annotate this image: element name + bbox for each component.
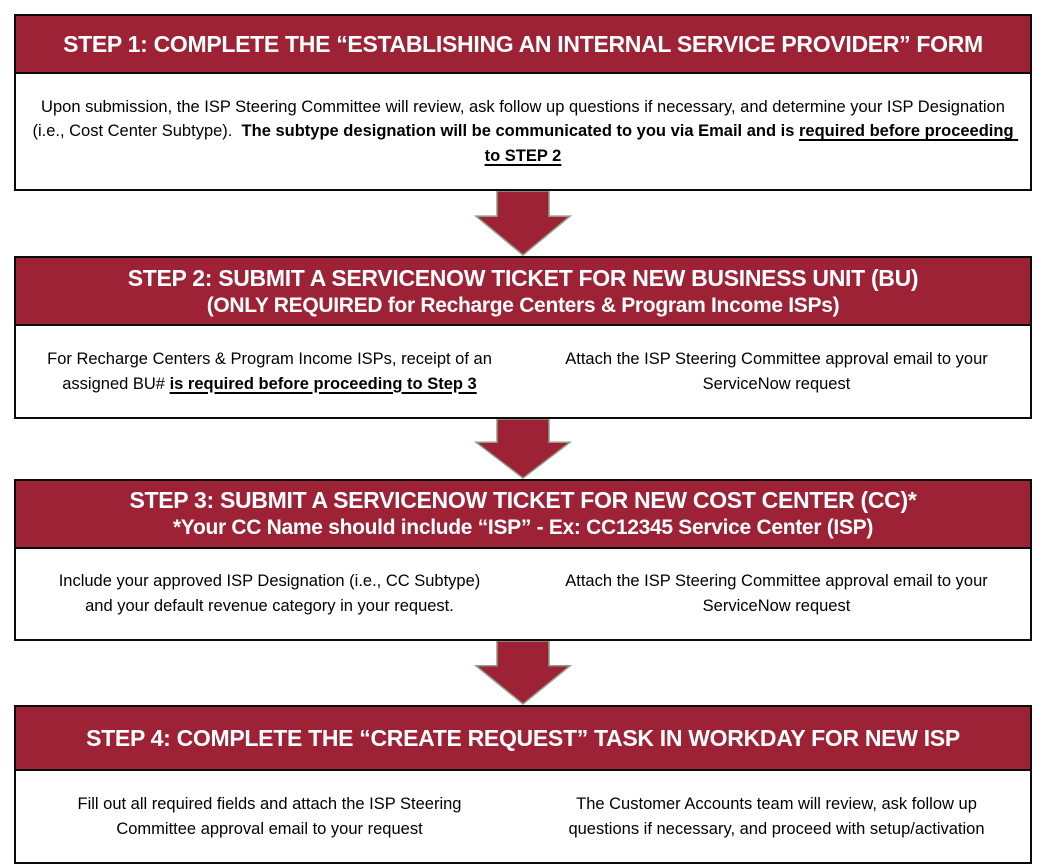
step-3-left-text: Include your approved ISP Designation (i.e., CC Subtype) and your default revenue category in your request. bbox=[58, 572, 485, 615]
step-3-subtitle: *Your CC Name should include “ISP” - Ex: CC12345 Service Center (ISP) bbox=[172, 516, 874, 539]
step-4-header bbox=[16, 707, 1030, 771]
step-1-body-text bbox=[16, 91, 1030, 173]
step-1-title: STEP 1: COMPLETE THE “ESTABLISHING AN INTERNAL SERVICE PROVIDER” FORM bbox=[63, 30, 983, 57]
flow-arrow-3 bbox=[14, 641, 1032, 705]
step-2-right-column bbox=[523, 343, 1030, 401]
step-4-title: STEP 4: COMPLETE THE “CREATE REQUEST” TASK IN WORKDAY FOR NEW ISP bbox=[86, 724, 960, 751]
step-3-right-column bbox=[523, 565, 1030, 623]
step-3-body bbox=[16, 549, 1030, 640]
step-4-right-text: The Customer Accounts team will review, ask follow up questions if necessary, and proceed with setup/activation bbox=[568, 794, 985, 838]
flow-arrow-1 bbox=[14, 191, 1032, 256]
step-2-left-text-regular: For Recharge Centers & Program Income ISPs, receipt of an assigned BU# bbox=[47, 349, 497, 393]
step-2-left-text-underlined: is required before proceeding to Step 3 bbox=[169, 374, 477, 393]
step-2-right-text: Attach the ISP Steering Committee approval email to your ServiceNow request bbox=[565, 349, 993, 393]
step-2-box bbox=[14, 256, 1032, 419]
step-4-right-column bbox=[523, 788, 1030, 846]
step-2-left-column bbox=[16, 343, 523, 401]
step-3-box bbox=[14, 479, 1032, 642]
step-1-box bbox=[14, 14, 1032, 191]
step-4-box bbox=[14, 705, 1032, 864]
step-1-text-regular: Upon submission, the ISP Steering Committee will review, ask follow up questions if necessary, and determine your ISP Designation (i.e., Cost Center Subtype). bbox=[32, 97, 1010, 141]
step-1-header bbox=[16, 16, 1030, 74]
down-arrow-icon bbox=[474, 641, 572, 705]
step-3-header bbox=[16, 481, 1030, 549]
step-4-left-text: Fill out all required fields and attach the ISP Steering Committee approval email to your request bbox=[77, 794, 467, 838]
down-arrow-icon bbox=[474, 419, 572, 479]
step-2-header bbox=[16, 258, 1030, 326]
step-2-title: STEP 2: SUBMIT A SERVICENOW TICKET FOR NEW BUSINESS UNIT (BU) bbox=[127, 264, 919, 291]
step-1-body bbox=[16, 74, 1030, 189]
step-3-left-column bbox=[16, 565, 523, 623]
step-4-body bbox=[16, 771, 1030, 862]
step-2-body bbox=[16, 326, 1030, 417]
step-3-title: STEP 3: SUBMIT A SERVICENOW TICKET FOR NEW COST CENTER (CC)* bbox=[129, 487, 917, 514]
flow-arrow-2 bbox=[14, 419, 1032, 479]
step-1-text-bold: The subtype designation will be communicated to you via Email and is bbox=[241, 122, 799, 141]
step-3-right-text: Attach the ISP Steering Committee approval email to your ServiceNow request bbox=[565, 572, 993, 615]
step-4-left-column bbox=[16, 788, 523, 846]
down-arrow-icon bbox=[474, 191, 572, 256]
step-1-text-underlined: required before proceeding to STEP 2 bbox=[484, 122, 1019, 165]
step-2-subtitle: (ONLY REQUIRED for Recharge Centers & Program Income ISPs) bbox=[206, 293, 840, 317]
